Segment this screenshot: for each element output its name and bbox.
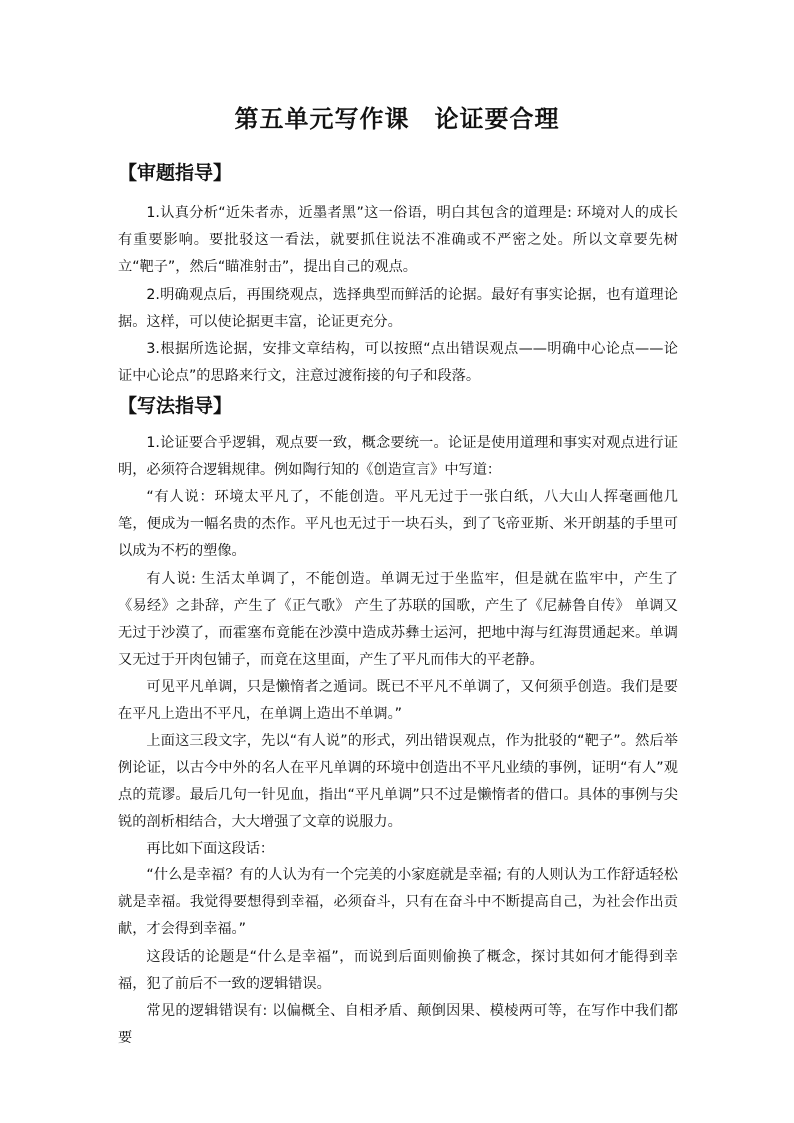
paragraph: 1.认真分析“近朱者赤，近墨者黑”这一俗语，明白其包含的道理是: 环境对人的成长有重要影响。要批驳这一看法，就要抓住说法不准确或不严密之处。所以文章要先树立“靶子”，然后“瞄准射击”，提出自己的观点。 bbox=[118, 205, 678, 275]
quote-paragraph: “什么是幸福？有的人认为有一个完美的小家庭就是幸福; 有的人则认为工作舒适轻松就是幸福。我觉得要想得到幸福，必须奋斗，只有在奋斗中不断提高自己，为社会作出贡献，才会得到幸福。” bbox=[118, 867, 678, 937]
section-heading-writing: 【写法指导】 bbox=[118, 395, 233, 417]
paragraph: 再比如下面这段话： bbox=[146, 841, 275, 857]
quote-paragraph: 有人说: 生活太单调了，不能创造。单调无过于坐监牢，但是就在监牢中，产生了《易经》之卦辞，产生了《正气歌》 产生了苏联的国歌，产生了《尼赫鲁自传》 单调又无过于沙漠了，而霍塞布竟能在沙漠中造成苏彝士运河，把地中海与红海贯通起来。单调又无过于开肉包铺子，而竟在这里面，产生了平凡而伟大的平老静。 bbox=[118, 571, 678, 668]
paragraph: 上面这三段文字，先以“有人说”的形式，列出错误观点，作为批驳的“靶子”。然后举例论证，以古今中外的名人在平凡单调的环境中创造出不平凡业绩的事例，证明“有人”观点的荒谬。最后几句一针见血，指出“平凡单调”只不过是懒惰者的借口。具体的事例与尖锐的剖析相结合，大大增强了文章的说服力。 bbox=[118, 733, 678, 830]
paragraph: 常见的逻辑错误有: 以偏概全、自相矛盾、颠倒因果、模棱两可等，在写作中我们都要 bbox=[118, 1003, 678, 1046]
quote-paragraph: “有人说：环境太平凡了，不能创造。平凡无过于一张白纸，八大山人挥毫画他几笔，便成为一幅名贵的杰作。平凡也无过于一块石头，到了飞帝亚斯、米开朗基的手里可以成为不朽的塑像。 bbox=[118, 489, 678, 559]
paragraph: 1.论证要合乎逻辑，观点要一致，概念要统一。论证是使用道理和事实对观点进行证明，必须符合逻辑规律。例如陶行知的《创造宣言》中写道： bbox=[118, 435, 678, 478]
paragraph: 3.根据所选论据，安排文章结构，可以按照“点出错误观点——明确中心论点——论证中心论点”的思路来行文，注意过渡衔接的句子和段落。 bbox=[118, 341, 678, 384]
paragraph: 这段话的论题是“什么是幸福”，而说到后面则偷换了概念，探讨其如何才能得到幸福，犯了前后不一致的逻辑错误。 bbox=[118, 949, 678, 992]
quote-paragraph: 可见平凡单调，只是懒惰者之遁词。既已不平凡不单调了，又何须乎创造。我们是要在平凡上造出不平凡，在单调上造出不单调。” bbox=[118, 679, 678, 722]
paragraph: 2.明确观点后，再围绕观点，选择典型而鲜活的论据。最好有事实论据，也有道理论据。这样，可以使论据更丰富，论证更充分。 bbox=[118, 287, 678, 330]
section-heading-review: 【审题指导】 bbox=[118, 162, 233, 184]
document-title: 第五单元写作课 论证要合理 bbox=[234, 105, 560, 133]
